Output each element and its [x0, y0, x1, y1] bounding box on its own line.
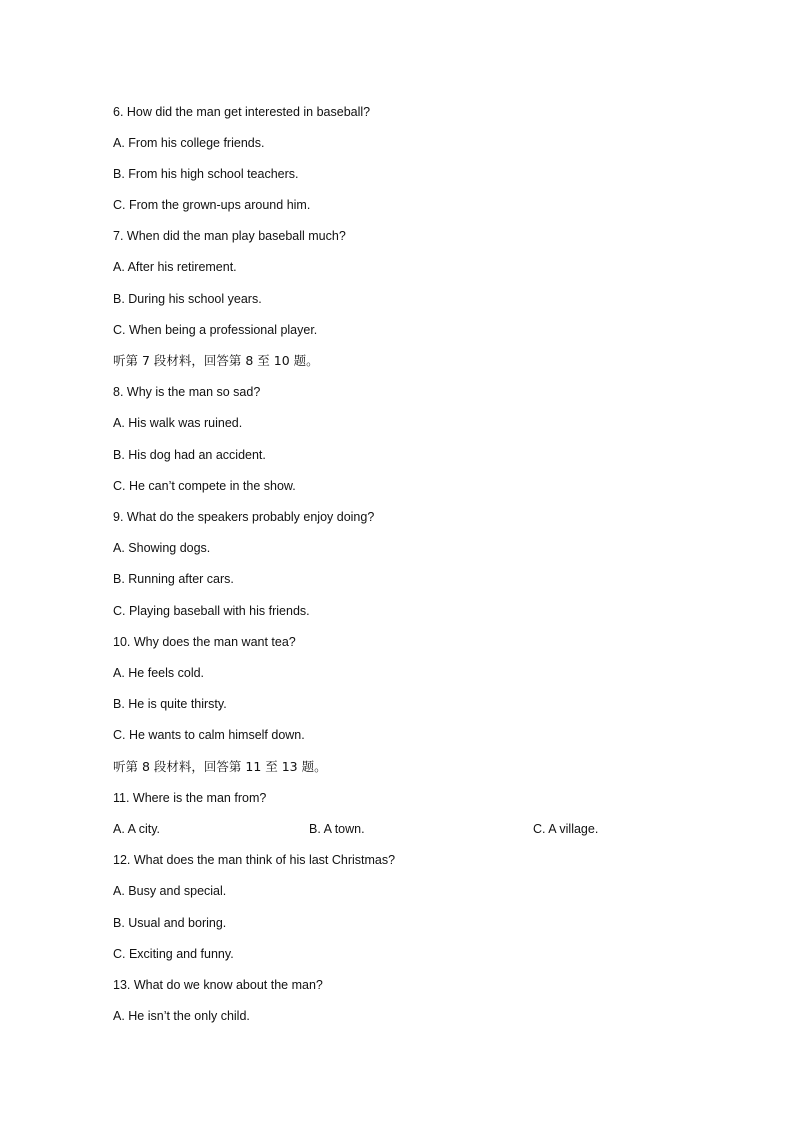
q7-option-c: C. When being a professional player. [113, 323, 318, 337]
section-8-instruction: 听第 8 段材料，回答第 11 至 13 题。 [113, 759, 327, 774]
question-9: 9. What do the speakers probably enjoy doing? [113, 510, 375, 524]
question-13: 13. What do we know about the man? [113, 978, 323, 992]
q9-option-a: A. Showing dogs. [113, 541, 211, 555]
question-12: 12. What does the man think of his last Christmas? [113, 853, 396, 867]
q6-option-a: A. From his college friends. [113, 136, 265, 150]
q10-option-b: B. He is quite thirsty. [113, 697, 227, 711]
q12-option-a: A. Busy and special. [113, 884, 227, 898]
q11-option-b: B. A town. [309, 822, 365, 836]
question-8: 8. Why is the man so sad? [113, 385, 261, 399]
q8-option-c: C. He can’t compete in the show. [113, 479, 296, 493]
q10-option-c: C. He wants to calm himself down. [113, 728, 305, 742]
question-6: 6. How did the man get interested in baseball? [113, 105, 371, 119]
q7-option-b: B. During his school years. [113, 292, 262, 306]
q6-option-c: C. From the grown-ups around him. [113, 198, 311, 212]
q10-option-a: A. He feels cold. [113, 666, 205, 680]
q8-option-a: A. His walk was ruined. [113, 416, 243, 430]
q9-option-c: C. Playing baseball with his friends. [113, 604, 310, 618]
section-7-instruction: 听第 7 段材料，回答第 8 至 10 题。 [113, 353, 319, 368]
q9-option-b: B. Running after cars. [113, 572, 234, 586]
q12-option-c: C. Exciting and funny. [113, 947, 234, 961]
q12-option-b: B. Usual and boring. [113, 916, 227, 930]
question-11: 11. Where is the man from? [113, 791, 267, 805]
q8-option-b: B. His dog had an accident. [113, 448, 266, 462]
question-7: 7. When did the man play baseball much? [113, 229, 346, 243]
q6-option-b: B. From his high school teachers. [113, 167, 299, 181]
question-10: 10. Why does the man want tea? [113, 635, 296, 649]
q11-option-a: A. A city. [113, 822, 161, 836]
q11-option-c: C. A village. [533, 822, 599, 836]
q13-option-a: A. He isn’t the only child. [113, 1009, 250, 1023]
q7-option-a: A. After his retirement. [113, 260, 237, 274]
